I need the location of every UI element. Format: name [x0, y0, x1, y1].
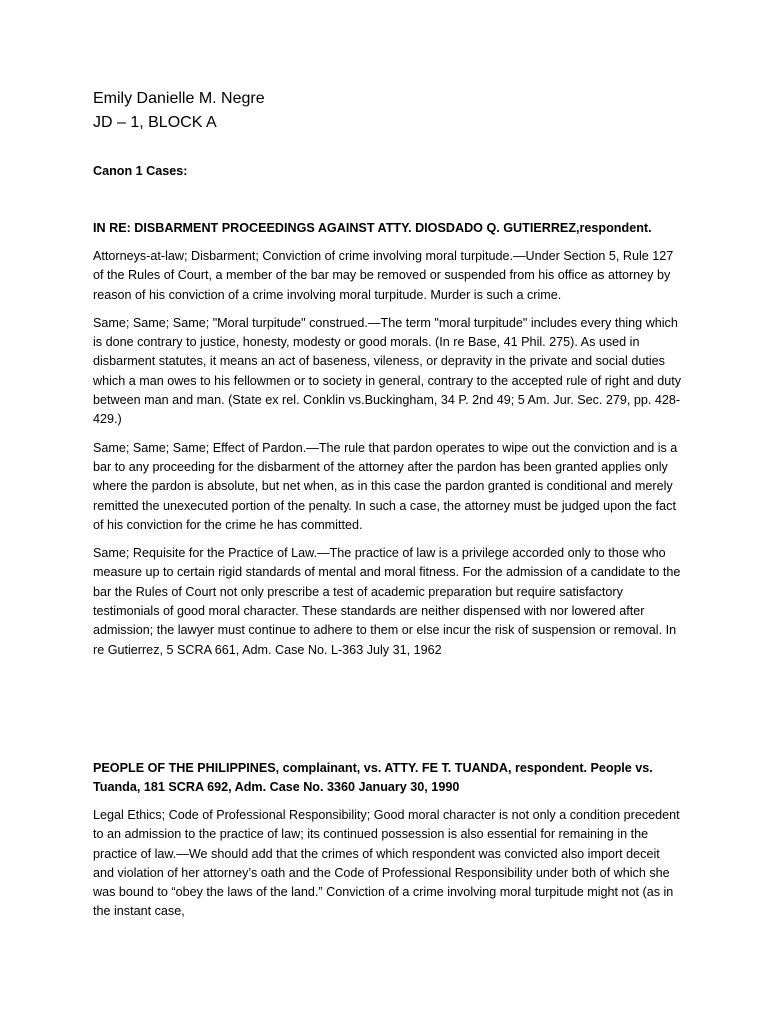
- case-tuanda: [93, 759, 683, 931]
- case-paragraph: Same; Requisite for the Practice of Law.—The practice of law is a privilege accorded only to those who measure up to certain rigid standards of mental and moral fitness. For the admission of a candidate to the bar the Rules of Court not only prescribe a test of academic preparation but require satisfactory testimonials of good moral character. These standards are neither dispensed with nor lowered after admission; the lawyer must continue to adhere to them or else incur the risk of suspension or removal. In re Gutierrez, 5 SCRA 661, Adm. Case No. L-363 July 31, 1962: [93, 546, 681, 657]
- author-class: JD – 1, BLOCK A: [93, 114, 217, 131]
- case-paragraph: Attorneys-at-law; Disbarment; Conviction of crime involving moral turpitude.—Under Section 5, Rule 127 of the Rules of Court, a member of the bar may be removed or suspended from his office as attorney by reason of his conviction of a crime involving moral turpitude. Murder is such a crime.: [93, 249, 674, 302]
- author-block: [93, 87, 265, 135]
- author-name: Emily Danielle M. Negre: [93, 90, 265, 107]
- case-paragraph: Same; Same; Same; Effect of Pardon.—The rule that pardon operates to wipe out the conviction and is a bar to any proceeding for the disbarment of the attorney after the pardon has been granted applies only where the pardon is absolute, but net when, as in this case the pardon granted is conditional and merely remitted the unexecuted portion of the penalty. In such a case, the attorney must be judged upon the fact of his conviction for the crime he has committed.: [93, 440, 678, 532]
- case-title: PEOPLE OF THE PHILIPPINES, complainant, vs. ATTY. FE T. TUANDA, respondent. People vs. Tuanda, 181 SCRA 692, Adm. Case No. 3360 January 30, 1990: [93, 761, 653, 794]
- case-paragraph: Legal Ethics; Code of Professional Responsibility; Good moral character is not only a condition precedent to an admission to the practice of law; its continued possession is also essential for remaining in the practice of law.—We should add that the crimes of which respondent was convicted also import deceit and violation of her attorney’s oath and the Code of Professional Responsibility under both of which she was bound to “obey the laws of the land.” Conviction of a crime involving moral turpitude might not (as in the instant case,: [93, 808, 680, 919]
- section-heading: Canon 1 Cases:: [93, 164, 188, 178]
- case-title: IN RE: DISBARMENT PROCEEDINGS AGAINST ATTY. DIOSDADO Q. GUTIERREZ,respondent.: [93, 221, 652, 235]
- case-gutierrez: [93, 219, 683, 669]
- case-paragraph: Same; Same; Same; "Moral turpitude" construed.—The term "moral turpitude" includes every thing which is done contrary to justice, honesty, modesty or good morals. (In re Base, 41 Phil. 275). As used in disbarment statutes, it means an act of baseness, vileness, or depravity in the private and social duties which a man owes to his fellowmen or to society in general, contrary to the accepted rule of right and duty between man and man. (State ex rel. Conklin vs.Buckingham, 34 P. 2nd 49; 5 Am. Jur. Sec. 279, pp. 428-429.): [93, 315, 682, 427]
